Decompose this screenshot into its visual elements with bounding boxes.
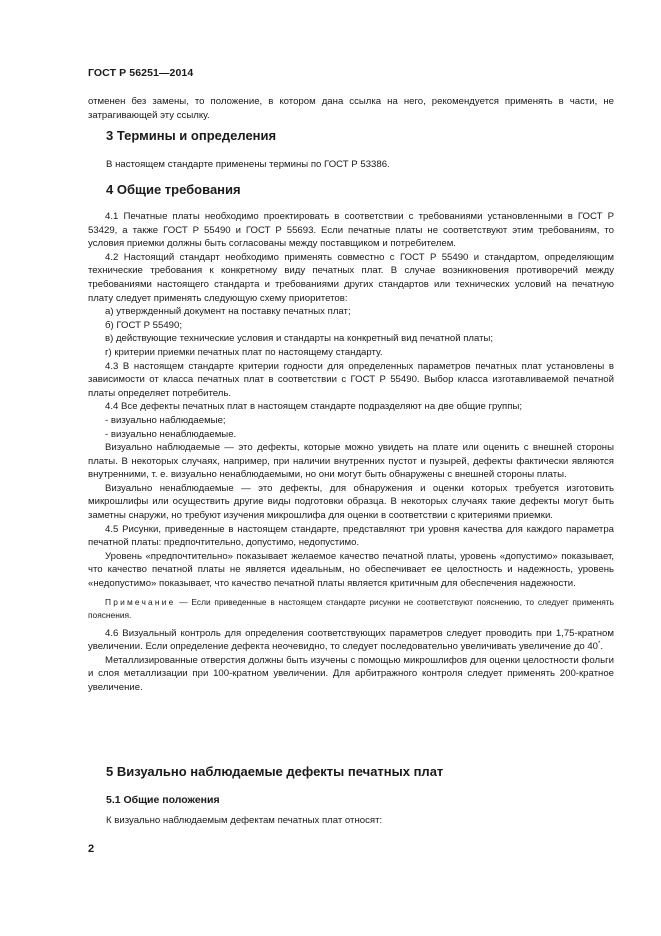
section-5-1-title: 5.1 Общие положения: [106, 794, 220, 806]
note-label: Примечание: [105, 596, 176, 607]
section-4-title: 4 Общие требования: [106, 182, 241, 197]
note-text: — Если приведенные в настоящем стандарте рисунки не соответствуют пояснению, то следует применять пояснения.: [88, 596, 614, 620]
paragraph-4-6-text: 4.6 Визуальный контроль для определения соответствующих параметров следует проводить при 1,75-кратном увеличении. Если определение дефекта неочевидно, то следует последовательно увеличивать увеличение до 40: [88, 627, 614, 653]
priority-item-c: в) действующие технические условия и стандарты на конкретный вид печатной платы;: [105, 333, 494, 345]
group-item-nonobservable: - визуально ненаблюдаемые.: [105, 428, 237, 440]
section-4-body: [88, 210, 614, 695]
section-5-1-text: К визуально наблюдаемым дефектам печатных плат относят:: [106, 815, 383, 826]
paragraph-4-3: 4.3 В настоящем стандарте критерии годности для определенных параметров печатных плат установлены в зависимости от класса печатных плат в соответствии с ГОСТ Р 55490. Выбор класса изготавливаемой печатной платы определяет потребитель.: [88, 360, 614, 399]
priority-item-a: а) утвержденный документ на поставку печатных плат;: [105, 306, 351, 318]
paragraph-quality-levels: Уровень «предпочтительно» показывает желаемое качество печатной платы, уровень «допустимо» показывает, что качество печатной платы не является идеальным, но обеспечивает ее целостность и надежность, уровень «недопустимо» показывает, что качество печатной платы является критичным для обеспечения надежности.: [88, 550, 614, 590]
paragraph-4-2: 4.2 Настоящий стандарт необходимо применять совместно с ГОСТ Р 55490 и стандартом, определяющим технические требования к конкретному виду печатных плат. В случае возникновения противоречий между требованиями настоящего стандарта и требованиями других стандартов или технических условий на печатную плату следует применять следующую схему приоритетов:: [88, 251, 614, 304]
intro-continued: [88, 95, 614, 122]
page-number: 2: [88, 843, 95, 855]
paragraph-4-4: 4.4 Все дефекты печатных плат в настоящем стандарте подразделяют на две общие группы;: [105, 401, 523, 413]
paragraph-4-6: [88, 627, 614, 654]
document-header-id: ГОСТ Р 56251—2014: [88, 67, 194, 79]
section-3-text: В настоящем стандарте применены термины по ГОСТ Р 53386.: [106, 159, 390, 170]
degree-superscript: *: [598, 641, 601, 648]
paragraph-4-5: 4.5 Рисунки, приведенные в настоящем стандарте, представляют три уровня качества для каждого параметра печатной платы: предпочтительно, допустимо, недопустимо.: [88, 523, 614, 549]
paragraph-nonobservable: Визуально ненаблюдаемые — это дефекты, для обнаружения и оценки которых требуется изготовить микрошлифы или осуществить другие виды подготовки образца. В некоторых случаях такие дефекты могут быть заметны снаружи, но требуют изучения микрошлифа для оценки в соответствии с критериями приемки.: [88, 482, 614, 522]
paragraph-4-6-end: .: [600, 641, 604, 653]
intro-paragraph: отменен без замены, то положение, в котором дана ссылка на него, рекомендуется применять в части, не затрагивающей эту ссылку.: [88, 96, 614, 121]
paragraph-4-1: 4.1 Печатные платы необходимо проектировать в соответствии с требованиями установленными в ГОСТ Р 53429, а также ГОСТ Р 55490 и ГОСТ Р 55693. Если печатные платы не соответствуют этим требованиям, то условия приемки должны быть согласованы между поставщиком и потребителем.: [88, 211, 614, 250]
priority-item-b: б) ГОСТ Р 55490;: [105, 319, 183, 331]
group-item-observable: - визуально наблюдаемые;: [105, 414, 226, 426]
section-3-title: 3 Термины и определения: [106, 128, 277, 143]
priority-item-d: г) критерии приемки печатных плат по настоящему стандарту.: [105, 346, 383, 358]
paragraph-observable: Визуально наблюдаемые — это дефекты, которые можно увидеть на плате или оценить с внешней стороны платы. В некоторых случаях, например, при наличии внутренних пустот и пузырей, дефекты фактически являются внутренними, т. е. визуально ненаблюдаемыми, но они могут быть обнаружены с внешней стороны платы.: [88, 442, 614, 481]
paragraph-plated-holes: Металлизированные отверстия должны быть изучены с помощью микрошлифов для оценки целостности фольги и слоя металлизации при 100-кратном увеличении. Для арбитражного контроля следует применять 200-кратное увеличение.: [88, 654, 614, 693]
note: [88, 596, 614, 622]
section-5-title: 5 Визуально наблюдаемые дефекты печатных плат: [106, 764, 444, 779]
